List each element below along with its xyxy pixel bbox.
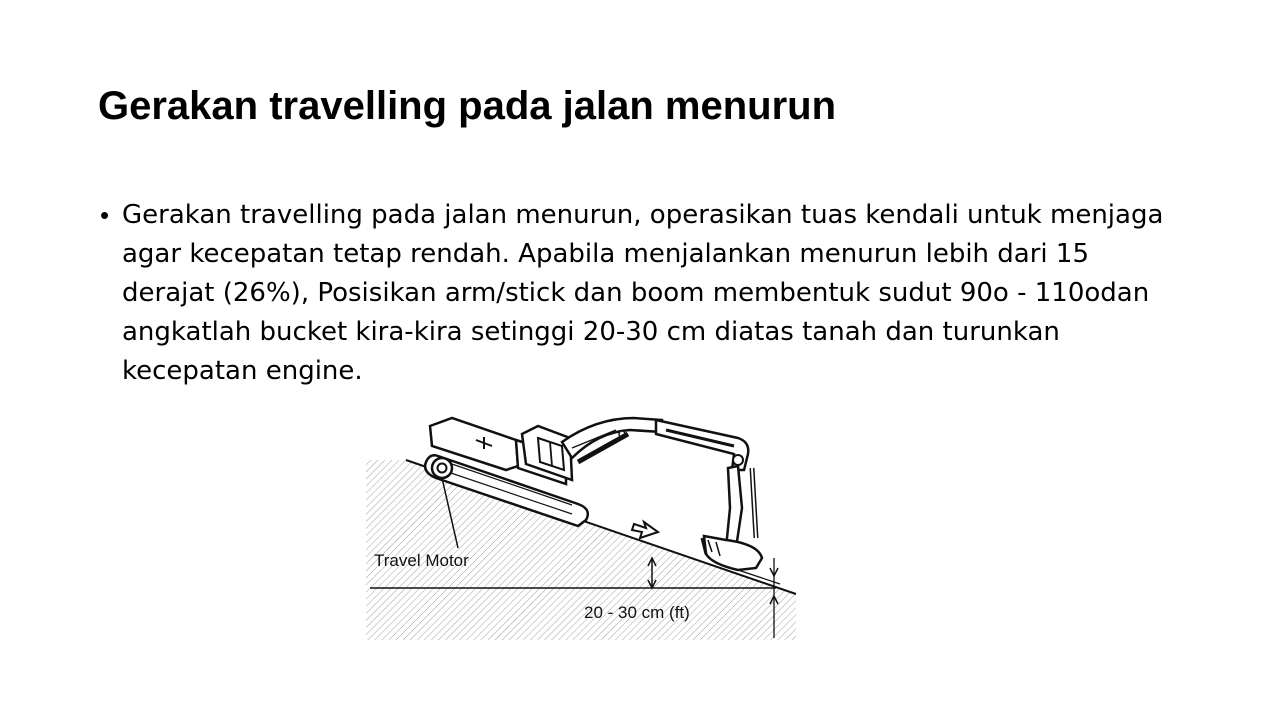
- bullet-item: [100, 196, 1184, 391]
- clearance-label: 20 - 30 cm (ft): [584, 603, 690, 622]
- travel-motor-label: Travel Motor: [374, 551, 469, 570]
- bullet-text: Gerakan travelling pada jalan menurun, operasikan tuas kendali untuk menjaga agar kecepatan tetap rendah. Apabila menjalankan menurun lebih dari 15 derajat (26%), Posisikan arm/stick dan boom membentuk sudut 90o - 110odan angkatlah bucket kira-kira setinggi 20-30 cm diatas tanah dan turunkan kecepatan engine.: [122, 200, 1164, 386]
- boom: [562, 418, 662, 458]
- travel-direction-arrow-icon: [632, 522, 658, 538]
- excavator-diagram: [366, 408, 798, 640]
- slide-title: Gerakan travelling pada jalan menurun: [98, 84, 837, 128]
- bullet-list: [100, 196, 1200, 391]
- bucket-cylinder: [752, 468, 756, 538]
- excavator-on-slope-icon: [366, 408, 798, 640]
- bullet-marker: •: [100, 200, 110, 230]
